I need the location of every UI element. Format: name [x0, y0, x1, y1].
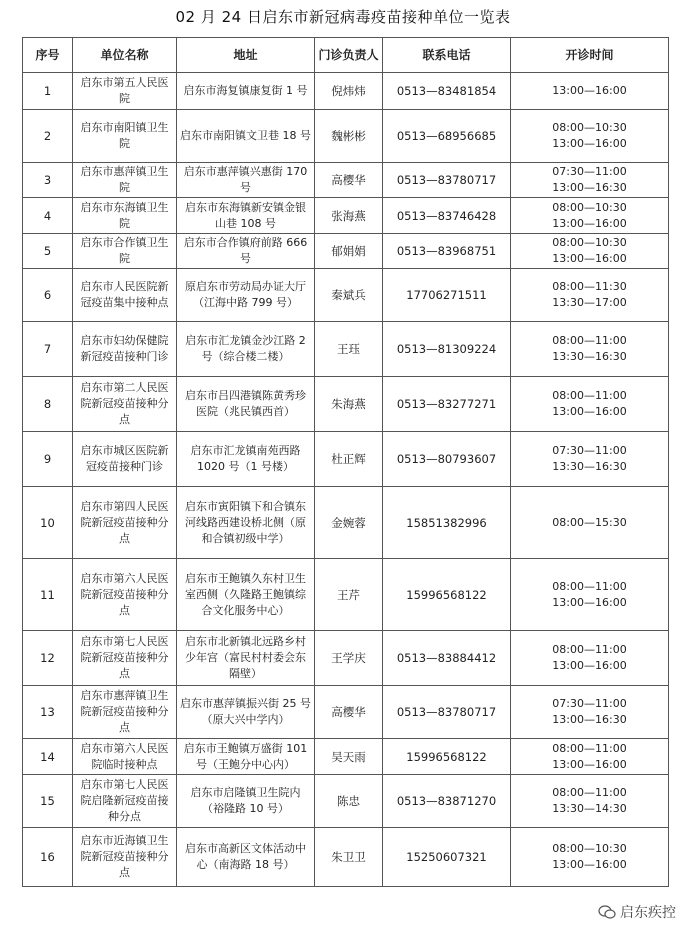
- cell-phone: 15250607321: [383, 828, 511, 887]
- cell-person: 郁娟娟: [315, 234, 383, 269]
- header-hours: 开诊时间: [511, 38, 669, 73]
- cell-person: 朱卫卫: [315, 828, 383, 887]
- cell-hours: [511, 198, 669, 234]
- watermark-text: 启东疾控: [620, 905, 676, 921]
- table-row: [23, 198, 669, 234]
- cell-address: 启东市北新镇北远路乡村少年宫（富民村村委会东隔壁）: [177, 631, 315, 686]
- cell-phone: 0513—83746428: [383, 198, 511, 234]
- cell-unit: 启东市第六人民医院新冠疫苗接种分点: [73, 559, 177, 631]
- cell-phone: 17706271511: [383, 269, 511, 322]
- cell-phone: 0513—83277271: [383, 377, 511, 432]
- cell-hours: [511, 377, 669, 432]
- hours-slot: 08:00—11:00: [552, 579, 627, 593]
- cell-unit: 启东市第四人民医院新冠疫苗接种分点: [73, 487, 177, 559]
- header-address: 地址: [177, 38, 315, 73]
- cell-hours: [511, 234, 669, 269]
- table-row: [23, 432, 669, 487]
- cell-hours: [511, 322, 669, 377]
- cell-hours: [511, 686, 669, 739]
- hours-slot: 13:30—16:30: [552, 460, 627, 473]
- cell-unit: 启东市城区医院新冠疫苗接种门诊: [73, 432, 177, 487]
- hours-slot: 13:00—16:00: [552, 137, 627, 150]
- table-row: [23, 686, 669, 739]
- cell-seq: 13: [23, 686, 73, 739]
- cell-hours: [511, 739, 669, 775]
- cell-address: 原启东市劳动局办证大厅（江海中路 799 号）: [177, 269, 315, 322]
- hours-slot: 08:00—10:30: [552, 200, 627, 214]
- cell-unit: 启东市近海镇卫生院新冠疫苗接种分点: [73, 828, 177, 887]
- cell-person: 王珏: [315, 322, 383, 377]
- hours-slot: 07:30—11:00: [552, 165, 627, 178]
- hours-slot: 13:00—16:00: [552, 216, 627, 230]
- cell-seq: 14: [23, 739, 73, 775]
- cell-address: 启东市高新区文体活动中心（南海路 18 号）: [177, 828, 315, 887]
- cell-hours: [511, 559, 669, 631]
- watermark: [598, 902, 676, 922]
- cell-phone: 0513—83968751: [383, 234, 511, 269]
- cell-address: 启东市吕四港镇陈黄秀珍医院（兆民镇西首）: [177, 377, 315, 432]
- cell-person: 王芹: [315, 559, 383, 631]
- page-title: 02 月 24 日启东市新冠病毒疫苗接种单位一览表: [175, 8, 511, 26]
- cell-seq: 10: [23, 487, 73, 559]
- cell-phone: 15996568122: [383, 559, 511, 631]
- cell-unit: 启东市第七人民医院新冠疫苗接种分点: [73, 631, 177, 686]
- cell-seq: 4: [23, 198, 73, 234]
- hours-slot: 08:00—11:00: [552, 643, 627, 656]
- hours-slot: 07:30—11:00: [552, 444, 627, 457]
- hours-slot: 08:00—15:30: [552, 515, 627, 529]
- cell-address: 启东市东海镇新安镇金银山巷 108 号: [177, 198, 315, 234]
- cell-person: 王学庆: [315, 631, 383, 686]
- table-row: [23, 739, 669, 775]
- cell-seq: 11: [23, 559, 73, 631]
- cell-person: 魏彬彬: [315, 110, 383, 163]
- cell-address: 启东市合作镇府前路 666 号: [177, 234, 315, 269]
- cell-person: 张海燕: [315, 198, 383, 234]
- hours-slot: 13:00—16:00: [552, 84, 627, 97]
- cell-address: 启东市南阳镇文卫巷 18 号: [177, 110, 315, 163]
- table-header-row: [23, 38, 669, 73]
- cell-unit: 启东市人民医院新冠疫苗集中接种点: [73, 269, 177, 322]
- header-person: 门诊负责人: [315, 38, 383, 73]
- table-row: [23, 631, 669, 686]
- cell-hours: [511, 631, 669, 686]
- cell-phone: 0513—83780717: [383, 163, 511, 198]
- header-seq: 序号: [23, 38, 73, 73]
- cell-hours: [511, 269, 669, 322]
- hours-slot: 13:00—16:00: [552, 595, 627, 609]
- cell-seq: 9: [23, 432, 73, 487]
- hours-slot: 13:00—16:00: [552, 659, 627, 672]
- cell-hours: [511, 487, 669, 559]
- cell-address: 启东市启隆镇卫生院内（裕隆路 10 号）: [177, 775, 315, 828]
- hours-slot: 08:00—11:00: [552, 786, 627, 799]
- cell-person: 高樱华: [315, 163, 383, 198]
- cell-hours: [511, 163, 669, 198]
- cell-person: 吴天雨: [315, 739, 383, 775]
- cell-unit: 启东市惠萍镇卫生院: [73, 163, 177, 198]
- cell-phone: 0513—81309224: [383, 322, 511, 377]
- cell-seq: 2: [23, 110, 73, 163]
- cell-person: 朱海燕: [315, 377, 383, 432]
- header-unit: 单位名称: [73, 38, 177, 73]
- hours-slot: 08:00—11:00: [552, 741, 627, 755]
- cell-person: 倪炜炜: [315, 73, 383, 110]
- cell-hours: [511, 432, 669, 487]
- cell-address: 启东市惠萍镇振兴街 25 号（原大兴中学内）: [177, 686, 315, 739]
- cell-unit: 启东市第七人民医院启隆新冠疫苗接种分点: [73, 775, 177, 828]
- hours-slot: 13:30—14:30: [552, 802, 627, 815]
- cell-seq: 3: [23, 163, 73, 198]
- cell-seq: 16: [23, 828, 73, 887]
- cell-seq: 1: [23, 73, 73, 110]
- table-row: [23, 828, 669, 887]
- cell-unit: 启东市东海镇卫生院: [73, 198, 177, 234]
- cell-hours: [511, 775, 669, 828]
- hours-slot: 13:00—16:00: [552, 405, 627, 418]
- cell-seq: 7: [23, 322, 73, 377]
- cell-phone: 15996568122: [383, 739, 511, 775]
- hours-slot: 13:00—16:30: [552, 181, 627, 194]
- cell-seq: 15: [23, 775, 73, 828]
- cell-phone: 0513—83780717: [383, 686, 511, 739]
- cell-unit: 启东市南阳镇卫生院: [73, 110, 177, 163]
- cell-hours: [511, 73, 669, 110]
- cell-address: 启东市海复镇康复街 1 号: [177, 73, 315, 110]
- hours-slot: 13:00—16:00: [552, 252, 627, 265]
- cell-address: 启东市汇龙镇金沙江路 2 号（综合楼二楼）: [177, 322, 315, 377]
- cell-address: 启东市王鲍镇久东村卫生室西侧（久隆路王鲍镇综合文化服务中心）: [177, 559, 315, 631]
- cell-phone: 0513—83884412: [383, 631, 511, 686]
- cell-address: 启东市汇龙镇南苑西路 1020 号（1 号楼）: [177, 432, 315, 487]
- hours-slot: 13:00—16:00: [552, 858, 627, 871]
- table-row: [23, 377, 669, 432]
- cell-phone: 0513—83481854: [383, 73, 511, 110]
- cell-hours: [511, 110, 669, 163]
- cell-unit: 启东市第二人民医院新冠疫苗接种分点: [73, 377, 177, 432]
- table-row: [23, 322, 669, 377]
- hours-slot: 08:00—10:30: [552, 236, 627, 249]
- cell-address: 启东市惠萍镇兴惠街 170 号: [177, 163, 315, 198]
- cell-phone: 15851382996: [383, 487, 511, 559]
- table-row: [23, 775, 669, 828]
- cell-hours: [511, 828, 669, 887]
- table-row: [23, 110, 669, 163]
- hours-slot: 08:00—11:00: [552, 334, 627, 347]
- cell-seq: 12: [23, 631, 73, 686]
- cell-person: 高樱华: [315, 686, 383, 739]
- table-body: [23, 73, 669, 887]
- hours-slot: 13:30—17:00: [552, 296, 627, 309]
- table-row: [23, 234, 669, 269]
- hours-slot: 08:00—10:30: [552, 121, 627, 134]
- cell-seq: 8: [23, 377, 73, 432]
- cell-phone: 0513—83871270: [383, 775, 511, 828]
- cell-person: 金婉蓉: [315, 487, 383, 559]
- cell-address: 启东市王鲍镇万盛街 101 号（王鲍分中心内）: [177, 739, 315, 775]
- cell-unit: 启东市第五人民医院: [73, 73, 177, 110]
- cell-phone: 0513—80793607: [383, 432, 511, 487]
- cell-unit: 启东市惠萍镇卫生院新冠疫苗接种分点: [73, 686, 177, 739]
- table-row: [23, 269, 669, 322]
- hours-slot: 13:00—16:30: [552, 713, 627, 726]
- hours-slot: 08:00—11:30: [552, 280, 627, 293]
- cell-person: 陈忠: [315, 775, 383, 828]
- table-row: [23, 487, 669, 559]
- table-row: [23, 559, 669, 631]
- cell-person: 秦斌兵: [315, 269, 383, 322]
- cell-unit: 启东市合作镇卫生院: [73, 234, 177, 269]
- hours-slot: 08:00—10:30: [552, 842, 627, 855]
- hours-slot: 07:30—11:00: [552, 697, 627, 710]
- cell-phone: 0513—68956685: [383, 110, 511, 163]
- header-phone: 联系电话: [383, 38, 511, 73]
- cell-person: 杜正辉: [315, 432, 383, 487]
- vaccination-sites-table: [22, 37, 669, 887]
- cell-seq: 6: [23, 269, 73, 322]
- table-row: [23, 163, 669, 198]
- wechat-icon: [598, 905, 616, 919]
- cell-address: 启东市寅阳镇下和合镇东河线路西建设桥北侧（原和合镇初级中学）: [177, 487, 315, 559]
- hours-slot: 08:00—11:00: [552, 389, 627, 402]
- hours-slot: 13:30—16:30: [552, 350, 627, 363]
- cell-seq: 5: [23, 234, 73, 269]
- cell-unit: 启东市妇幼保健院新冠疫苗接种门诊: [73, 322, 177, 377]
- cell-unit: 启东市第六人民医院临时接种点: [73, 739, 177, 775]
- hours-slot: 13:00—16:00: [552, 757, 627, 771]
- table-row: [23, 73, 669, 110]
